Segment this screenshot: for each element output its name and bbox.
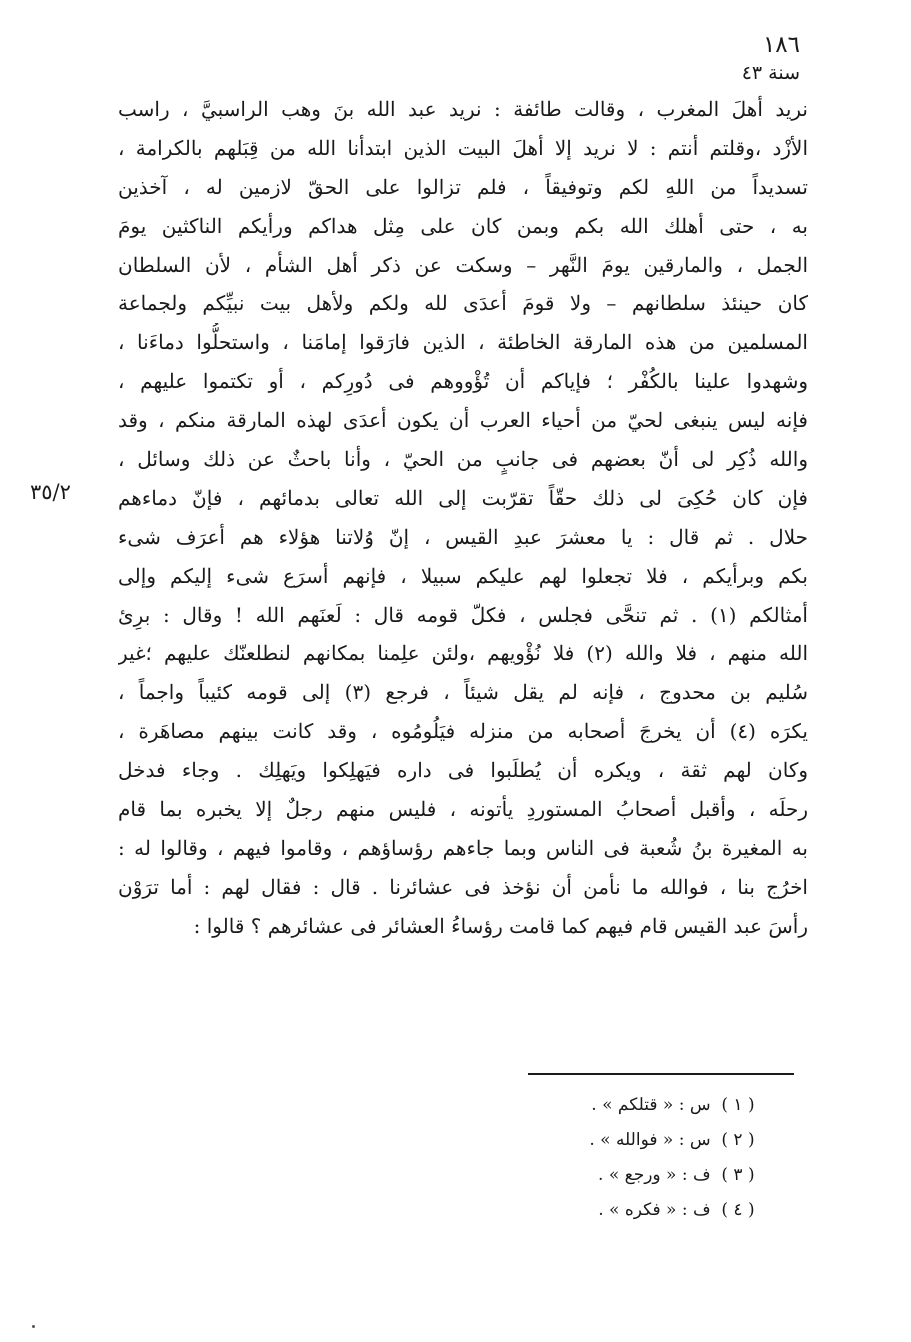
- footnote-number: ( ١ ): [721, 1095, 755, 1115]
- margin-reference: ٣٥/٢: [30, 480, 71, 504]
- text-line: رحلَه ، وأقبل أصحابُ المستوردِ يأتونه ، فليس منهم رجلٌ إلا يخبره بما قام: [118, 797, 808, 822]
- year-label: سنة ٤٣: [741, 62, 800, 84]
- page-number: ١٨٦: [762, 32, 800, 58]
- footnote-text: س : « قتلكم » .: [591, 1095, 711, 1115]
- text-line: رأسَ عبد القيس قام فيهم كما قامت رؤساءُ العشائر فى عشائرهم ؟ قالوا :: [193, 913, 808, 938]
- footnote: [480, 1193, 760, 1228]
- text-line: سُليم بن محدوج ، فإنه لم يقل شيئاً ، فرجع (٣) إلى قومه كئيباً واجماً ،: [118, 680, 808, 705]
- text-line: فإن كان حُكِىَ لى ذلك حقّاً تقرّبت إلى الله تعالى بدمائهم ، فإنّ دماءهم: [118, 485, 808, 510]
- scan-speck: [32, 1325, 35, 1328]
- body-text: [118, 90, 808, 946]
- text-line: وكان لهم ثقة ، ويكره أن يُطلَبوا فى داره فيَهلِكوا ويَهلِك . وجاء فدخل: [118, 758, 808, 783]
- text-line: حلال . ثم قال : يا معشرَ عبدِ القيس ، إنّ وُلاتنا هؤلاء هم أعرَف شىء: [118, 524, 808, 549]
- text-line: وشهدوا علينا بالكُفْر ؛ فإياكم أن تُؤْووهم فى دُورِكم ، أو تكتموا عليهم ،: [118, 369, 808, 394]
- footnote: [480, 1123, 760, 1158]
- footnote-divider: [528, 1073, 794, 1075]
- text-line: أمثالكم (١) . ثم تنحَّى فجلس ، فكلّ قومه قال : لَعنَهم الله ! وقال : برِئ: [118, 602, 808, 627]
- text-line: به ، حتى أهلك الله بكم وبمن كان على مِثل هداكم ورأيكم الناكثين يومَ: [118, 213, 808, 238]
- text-line: اخرُج بنا ، فوالله ما نأمن أن نؤخذ فى عشائرنا . قال : فقال لهم : أما ترَوْن: [118, 874, 808, 899]
- text-line: يكرَه (٤) أن يخرجَ أصحابه من منزله فيَلُومُوه ، وقد كانت بينهم مصاهَرة ،: [118, 719, 808, 744]
- footnote-text: س : « فوالله » .: [589, 1130, 711, 1150]
- text-line: بكم وبرأيكم ، فلا تجعلوا لهم عليكم سبيلا ، فإنهم أسرَع شىء إليكم وإلى: [118, 563, 808, 588]
- text-line: الله منهم ، فلا والله (٢) فلا نُؤْويهم ،ولئن علِمنا بمكانهم لنطلعنّك عليهم ؛غير: [118, 641, 808, 666]
- text-line: والله ذُكِر لى أنّ بعضهم فى جانبٍ من الحيّ ، وأنا باحثٌ عن ذلك وسائل ،: [118, 447, 808, 472]
- text-line: به المغيرة بنُ شُعبة فى الناس وبما جاءهم رؤساؤهم ، وقاموا فيهم ، وقالوا له :: [118, 835, 808, 860]
- footnote-number: ( ٢ ): [721, 1130, 755, 1150]
- footnote-number: ( ٤ ): [721, 1200, 755, 1220]
- footnote-text: ف : « ورجع » .: [598, 1165, 711, 1185]
- text-line: كان حينئذ سلطانهم – ولا قومَ أعدَى لله ولكم ولأهل بيت نبيِّكم ولجماعة: [118, 291, 808, 316]
- text-line: المسلمين من هذه المارقة الخاطئة ، الذين فارَقوا إمامَنا ، واستحلُّوا دماءَنا ،: [118, 330, 808, 355]
- footnote-number: ( ٣ ): [721, 1165, 755, 1185]
- text-line: الجمل ، والمارقين يومَ النَّهر – وسكت عن ذكر أهل الشأم ، لأن السلطان: [118, 252, 808, 277]
- text-line: تسديداً من اللهِ لكم وتوفيقاً ، فلم تزالوا على الحقّ لازمين له ، آخذين: [118, 174, 808, 199]
- text-line: نريد أهلَ المغرب ، وقالت طائفة : نريد عبد الله بنَ وهب الراسبيَّ ، راسب: [118, 97, 808, 121]
- text-line: الأزْد ،وقلتم أنتم : لا نريد إلا أهلَ البيت الذين ابتدأنا الله من قِبَلهم بالكرامة ،: [118, 135, 808, 160]
- footnote-text: ف : « فكره » .: [598, 1200, 711, 1220]
- text-line: فإنه ليس ينبغى لحيّ من أحياء العرب أن يكون أعدَى لهذه المارقة منكم ، وقد: [118, 408, 808, 433]
- footnote: [480, 1088, 760, 1123]
- footnotes: [480, 1088, 760, 1228]
- footnote: [480, 1158, 760, 1193]
